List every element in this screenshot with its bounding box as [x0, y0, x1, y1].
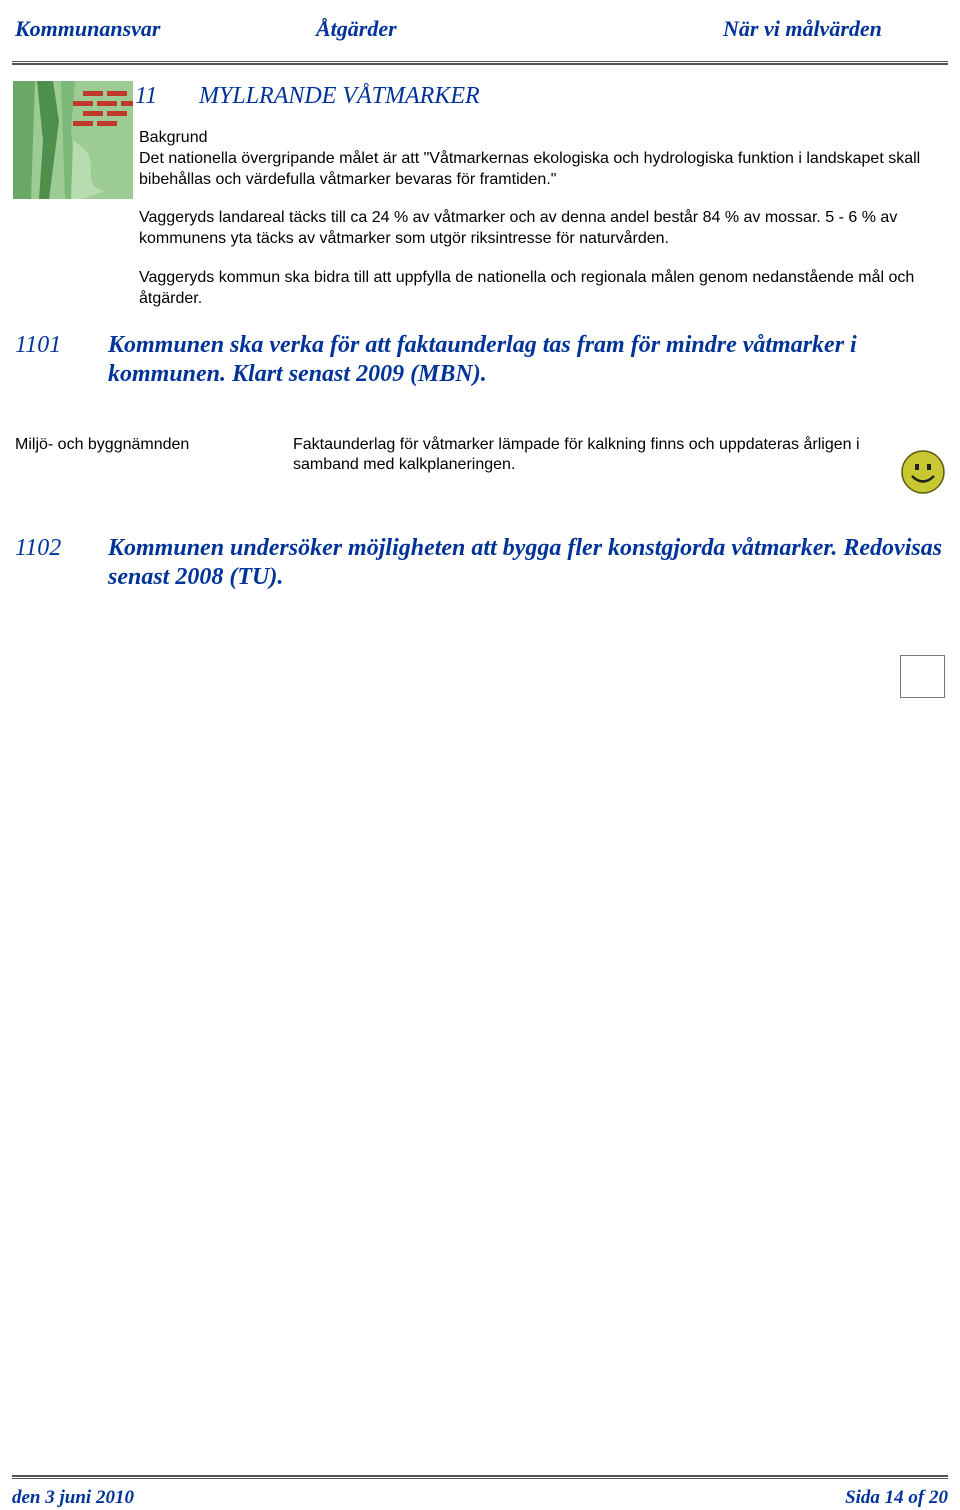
wetland-area-paragraph: Vaggeryds landareal täcks till ca 24 % av våtmarker och av denna andel består 84 % av mossar. 5 - 6 % av kommunens yta täcks av våtmarker som utgör riksintresse för naturvården.: [139, 209, 898, 247]
header-rule: [12, 61, 948, 65]
footer-rule: [12, 1475, 948, 1479]
footer-page-number: Sida 14 of 20: [845, 1487, 948, 1508]
header-col-malvarden: När vi målvärden: [723, 16, 882, 41]
goal-number: 1102: [15, 535, 62, 561]
section-number: 11: [135, 83, 158, 109]
footer-date: den 3 juni 2010: [12, 1487, 134, 1508]
measure-description: Faktaunderlag för våtmarker lämpade för kalkning finns och uppdateras årligen i samband med kalkplaneringen.: [293, 436, 860, 473]
contribution-paragraph: Vaggeryds kommun ska bidra till att uppfylla de nationella och regionala målen genom nedanstående mål och åtgärder.: [139, 269, 915, 307]
status-empty-box: [900, 655, 945, 698]
section-title: [135, 83, 480, 110]
responsible-committee: Miljö- och byggnämnden: [15, 436, 190, 453]
section-title-text: MYLLRANDE VÅTMARKER: [199, 83, 480, 109]
smiley-icon: [900, 449, 946, 495]
header-col-kommunansvar: Kommunansvar: [15, 16, 161, 41]
background-label: Bakgrund: [139, 129, 208, 146]
wetland-logo-image: [13, 81, 133, 199]
background-text: Det nationella övergripande målet är att "Våtmarkernas ekologiska och hydrologiska funktion i landskapet skall bibehållas och värdefulla våtmarker bevaras för framtiden.": [139, 150, 921, 188]
goal-text: Kommunen ska verka för att faktaunderlag tas fram för mindre våtmarker i kommunen. Klart senast 2009 (MBN).: [108, 332, 857, 387]
header-col-atgarder: Åtgärder: [316, 16, 397, 41]
goal-number: 1101: [15, 332, 62, 358]
goal-1102: [15, 534, 950, 594]
goal-1101: [15, 331, 950, 391]
goal-text: Kommunen undersöker möjligheten att bygga fler konstgjorda våtmarker. Redovisas senast 2008 (TU).: [108, 535, 943, 590]
